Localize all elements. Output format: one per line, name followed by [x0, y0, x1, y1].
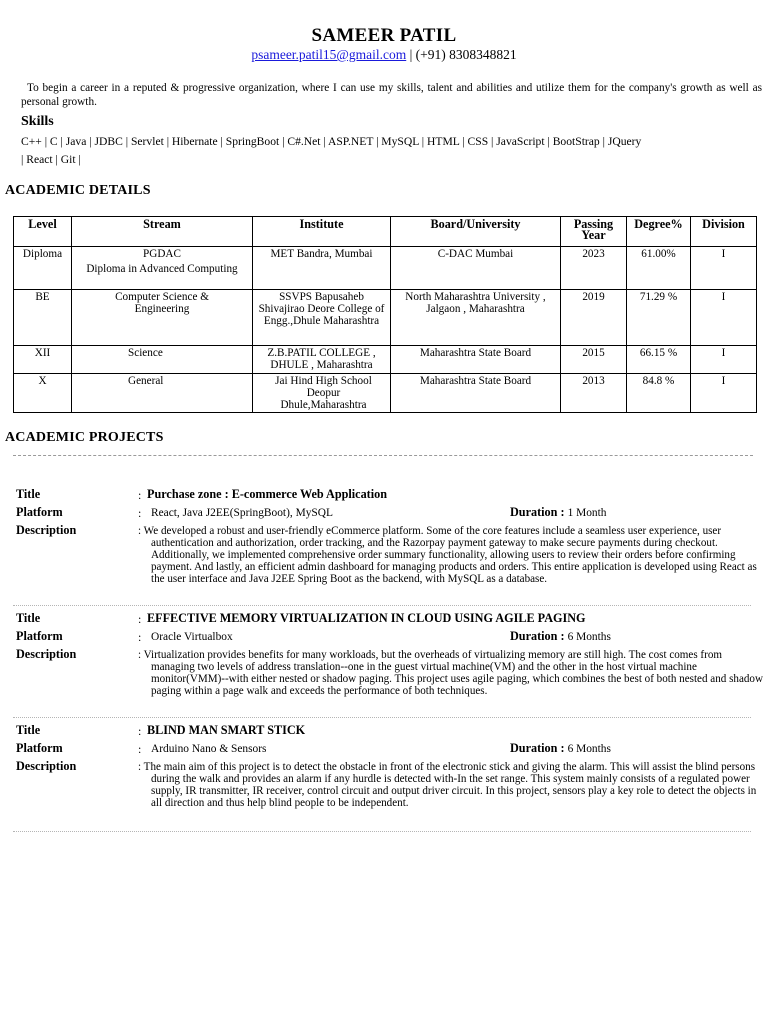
academic-details-heading: ACADEMIC DETAILS	[5, 183, 151, 198]
academic-projects-heading: ACADEMIC PROJECTS	[5, 430, 164, 445]
cell-division: I	[691, 374, 757, 413]
section-divider	[13, 455, 753, 456]
resume-name: SAMEER PATIL	[311, 25, 457, 46]
project-divider	[13, 717, 751, 718]
colon: :	[138, 630, 142, 644]
colon: :	[138, 742, 142, 756]
stream-name: PGDAC	[143, 248, 181, 260]
academic-details-table	[13, 216, 757, 413]
platform-label: Platform	[16, 741, 63, 755]
duration-label: Duration :	[510, 741, 565, 755]
cell-year: 2013	[561, 374, 627, 413]
title-label: Title	[16, 611, 41, 625]
cell-stream: General	[72, 374, 253, 413]
cell-level: X	[14, 374, 72, 413]
colon: :	[138, 506, 142, 520]
project-platform: Arduino Nano & Sensors	[151, 743, 267, 755]
cell-board: C-DAC Mumbai	[391, 247, 561, 290]
platform-label: Platform	[16, 505, 63, 519]
cell-degree: 61.00%	[627, 247, 691, 290]
cell-institute: MET Bandra, Mumbai	[253, 247, 391, 290]
project-divider	[13, 831, 751, 832]
cell-board: North Maharashtra University , Jalgaon , Maharashtra	[391, 290, 561, 346]
table-row	[14, 247, 757, 290]
header-stream: Stream	[72, 217, 253, 247]
skills-line-2: | React | Git |	[21, 153, 81, 166]
project-title: EFFECTIVE MEMORY VIRTUALIZATION IN CLOUD USING AGILE PAGING	[147, 611, 586, 625]
cell-level: Diploma	[14, 247, 72, 290]
cell-level: BE	[14, 290, 72, 346]
description-text: We developed a robust and user-friendly eCommerce platform. Some of the core features include a seamless user experience, user authentication and authorization, order tracking, and the Razorpay payment gateway to make secure payments during checkout. Additionally, we implemented comprehensive order summary functionality, allowing users to review their orders before confirming payment. And lastly, an efficient admin dashboard for managing products and orders. This entire application is developed using React as the user interface and Java J2EE Spring Boot as the backend, with MySQL as a database.	[143, 525, 757, 585]
project-duration	[510, 741, 611, 756]
description-label: Description	[16, 647, 77, 661]
cell-board: Maharashtra State Board	[391, 346, 561, 374]
cell-year: 2019	[561, 290, 627, 346]
duration-label: Duration :	[510, 629, 565, 643]
header-board: Board/University	[391, 217, 561, 247]
cell-stream: Computer Science & Engineering	[72, 290, 253, 346]
cell-level: XII	[14, 346, 72, 374]
description-label: Description	[16, 523, 77, 537]
platform-label: Platform	[16, 629, 63, 643]
project-duration	[510, 505, 606, 520]
cell-stream	[72, 247, 253, 290]
header-level: Level	[14, 217, 72, 247]
project-duration	[510, 629, 611, 644]
colon: :	[138, 761, 142, 773]
project-description	[138, 649, 766, 697]
skills-line-1: C++ | C | Java | JDBC | Servlet | Hibernate | SpringBoot | C#.Net | ASP.NET | MySQL | HTML | CSS | JavaScript | BootStrap | JQuery	[21, 135, 642, 148]
table-row	[14, 374, 757, 413]
header-degree: Degree%	[627, 217, 691, 247]
contact-line	[0, 47, 768, 63]
phone-number: | (+91) 8308348821	[406, 47, 517, 62]
project-divider	[13, 605, 751, 606]
duration-value: 1 Month	[567, 507, 607, 519]
project-title: BLIND MAN SMART STICK	[147, 723, 306, 737]
project-platform: Oracle Virtualbox	[151, 631, 233, 643]
header-institute: Institute	[253, 217, 391, 247]
table-row	[14, 290, 757, 346]
description-text: The main aim of this project is to detect the obstacle in front of the electronic stick and giving the alarm. This will assist the blind persons during the walk and provides an alarm if any hurdle is detected with-In the set range. This system mainly consists of a regulated power supply, IR transmitter, IR receiver, control circuit and output driver circuit. In this project, sensors play a key role to detect the objects in all direction and thus help blind people to be independent.	[143, 761, 757, 809]
duration-value: 6 Months	[567, 631, 611, 643]
cell-stream: Science	[72, 346, 253, 374]
colon: :	[138, 612, 142, 626]
colon: :	[138, 649, 142, 661]
cell-division: I	[691, 247, 757, 290]
header-passing-year: Passing Year	[561, 217, 627, 247]
skills-list	[21, 133, 756, 169]
project-description	[138, 761, 766, 809]
cell-institute: Z.B.PATIL COLLEGE , DHULE , Maharashtra	[253, 346, 391, 374]
description-label: Description	[16, 759, 77, 773]
cell-institute: Jai Hind High School Deopur Dhule,Maharashtra	[253, 374, 391, 413]
header-division: Division	[691, 217, 757, 247]
cell-division: I	[691, 290, 757, 346]
cell-board: Maharashtra State Board	[391, 374, 561, 413]
cell-year: 2023	[561, 247, 627, 290]
skills-heading: Skills	[21, 114, 54, 129]
project-title: Purchase zone : E-commerce Web Application	[147, 487, 387, 501]
cell-degree: 66.15 %	[627, 346, 691, 374]
cell-division: I	[691, 346, 757, 374]
cell-degree: 71.29 %	[627, 290, 691, 346]
cell-year: 2015	[561, 346, 627, 374]
title-label: Title	[16, 487, 41, 501]
description-text: Virtualization provides benefits for many workloads, but the overheads of virtualizing memory are still high. The cost comes from managing two levels of address translation--one in the guest virtual machine(VM) and the other in the host virtual machine monitor(VMM)--with either nested or shadow paging. This project uses agile paging, which combines the best of both nested and shadow paging within a page walk and exceeds the performance of both techniques.	[143, 649, 763, 697]
cell-institute: SSVPS Bapusaheb Shivajirao Deore College of Engg.,Dhule Maharashtra	[253, 290, 391, 346]
cell-degree: 84.8 %	[627, 374, 691, 413]
project-platform: React, Java J2EE(SpringBoot), MySQL	[151, 507, 333, 519]
table-row	[14, 346, 757, 374]
colon: :	[138, 525, 142, 537]
email-link[interactable]: psameer.patil15@gmail.com	[251, 47, 407, 62]
stream-detail: Diploma in Advanced Computing	[86, 263, 238, 275]
colon: :	[138, 488, 142, 502]
career-objective: To begin a career in a reputed & progressive organization, where I can use my skills, talent and abilities and utilize them for the company's growth as well as personal growth.	[21, 82, 762, 108]
duration-label: Duration :	[510, 505, 565, 519]
duration-value: 6 Months	[567, 743, 611, 755]
title-label: Title	[16, 723, 41, 737]
colon: :	[138, 724, 142, 738]
project-description	[138, 525, 766, 585]
